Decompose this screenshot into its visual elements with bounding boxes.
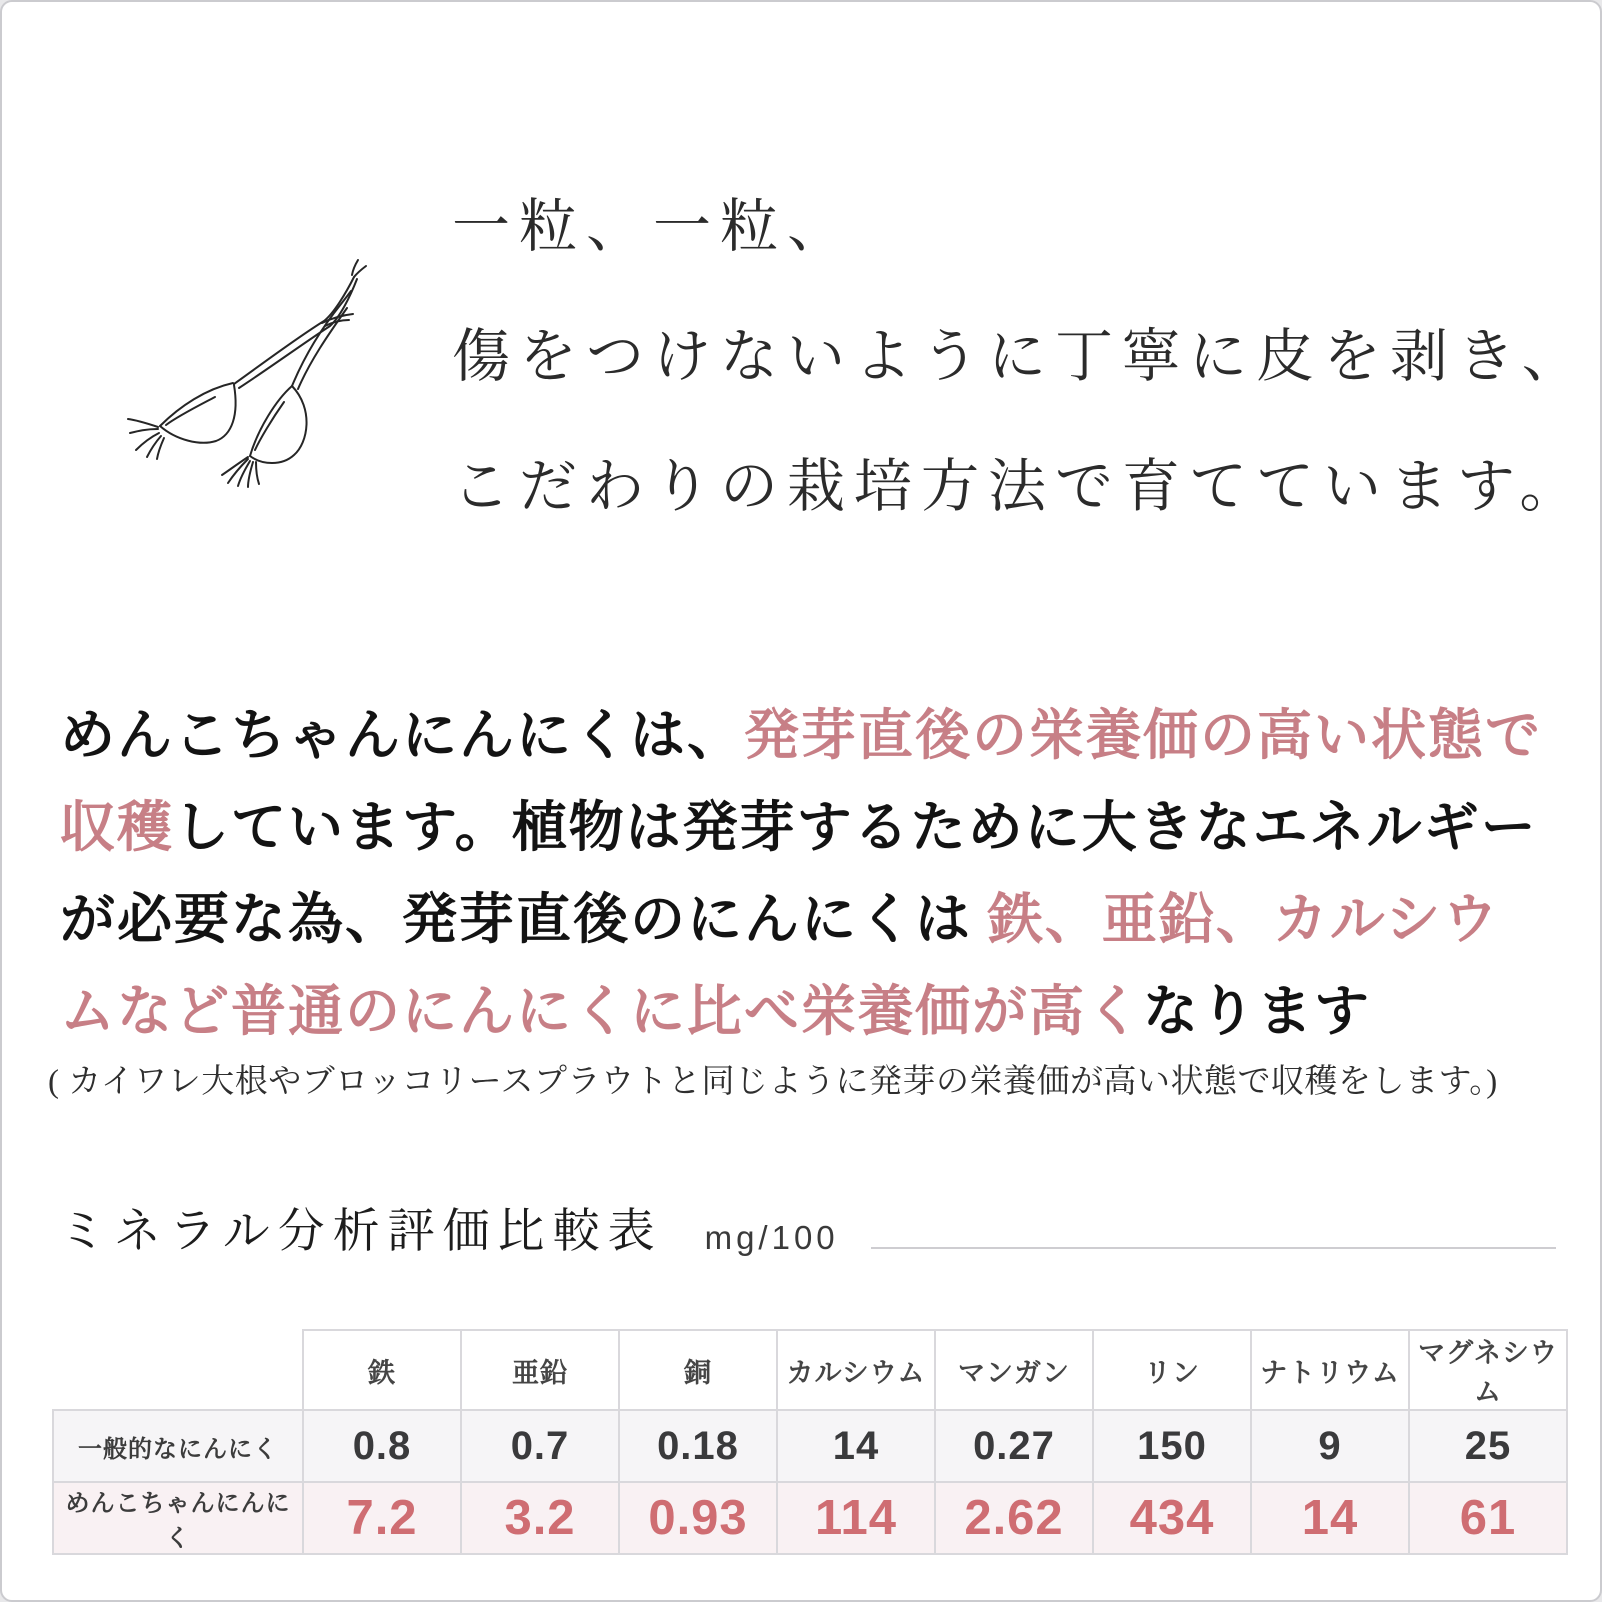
body-segment: めんこちゃんにんにくは、: [60, 705, 745, 766]
row-label-cell: 一般的なにんにく: [53, 1410, 303, 1482]
column-header-cell: マンガン: [935, 1330, 1093, 1410]
body-segment: 発芽直後の栄養価の高い状態で: [744, 705, 1543, 766]
table-corner-cell: [53, 1330, 303, 1410]
value-cell: 434: [1093, 1482, 1251, 1554]
table-title: ミネラル分析評価比較表: [59, 1206, 663, 1258]
value-cell: 7.2: [303, 1482, 461, 1554]
column-header-cell: カルシウム: [777, 1330, 935, 1410]
title-rule-divider: [871, 1247, 1556, 1249]
value-cell: 25: [1409, 1410, 1567, 1482]
table-row: [53, 1410, 1567, 1482]
body-segment: しています。植物は発芽するために大きなエネルギー: [174, 797, 1538, 858]
table-header-row: [53, 1330, 1567, 1410]
body-line: [60, 966, 1542, 1058]
mineral-comparison-table: [52, 1329, 1568, 1555]
body-line: [60, 782, 1542, 874]
headline: [452, 162, 1589, 552]
value-cell: 0.18: [619, 1410, 777, 1482]
table-unit-label: mg/100: [704, 1219, 839, 1256]
body-line: [60, 690, 1542, 782]
value-cell: 14: [1251, 1482, 1409, 1554]
body-segment: 鉄、亜鉛、カルシウ: [987, 889, 1500, 950]
body-line: [60, 874, 1542, 966]
mineral-table-body: [53, 1330, 1567, 1554]
value-cell: 2.62: [935, 1482, 1093, 1554]
body-segment: 収穫: [60, 797, 175, 858]
value-cell: 0.93: [619, 1482, 777, 1554]
value-cell: 0.27: [935, 1410, 1093, 1482]
body-note: ( カイワレ大根やブロッコリースプラウトと同じように発芽の栄養価が高い状態で収穫をします。): [48, 1064, 1498, 1100]
garlic-sketch-icon: [102, 257, 392, 527]
value-cell: 14: [777, 1410, 935, 1482]
headline-line: こだわりの栽培方法で育てています。: [452, 454, 1587, 519]
value-cell: 114: [777, 1482, 935, 1554]
table-row: [53, 1482, 1567, 1554]
value-cell: 9: [1251, 1410, 1409, 1482]
headline-line: 一粒、一粒、: [452, 194, 855, 259]
value-cell: 61: [1409, 1482, 1567, 1554]
column-header-cell: リン: [1093, 1330, 1251, 1410]
value-cell: 0.7: [461, 1410, 619, 1482]
table-title-row: [59, 1194, 1556, 1261]
column-header-cell: 鉄: [303, 1330, 461, 1410]
body-segment: が必要な為、発芽直後のにんにくは: [60, 889, 988, 950]
headline-line: 傷をつけないように丁寧に皮を剥き、: [452, 324, 1589, 389]
body-segment: なります: [1143, 981, 1372, 1042]
column-header-cell: 銅: [619, 1330, 777, 1410]
value-cell: 0.8: [303, 1410, 461, 1482]
body-paragraph: [60, 690, 1542, 1058]
column-header-cell: マグネシウム: [1409, 1330, 1567, 1410]
column-header-cell: ナトリウム: [1251, 1330, 1409, 1410]
value-cell: 3.2: [461, 1482, 619, 1554]
value-cell: 150: [1093, 1410, 1251, 1482]
body-segment: ムなど普通のにんにくに比べ栄養価が高く: [60, 981, 1144, 1042]
column-header-cell: 亜鉛: [461, 1330, 619, 1410]
row-label-cell: めんこちゃんにんにく: [53, 1482, 303, 1554]
